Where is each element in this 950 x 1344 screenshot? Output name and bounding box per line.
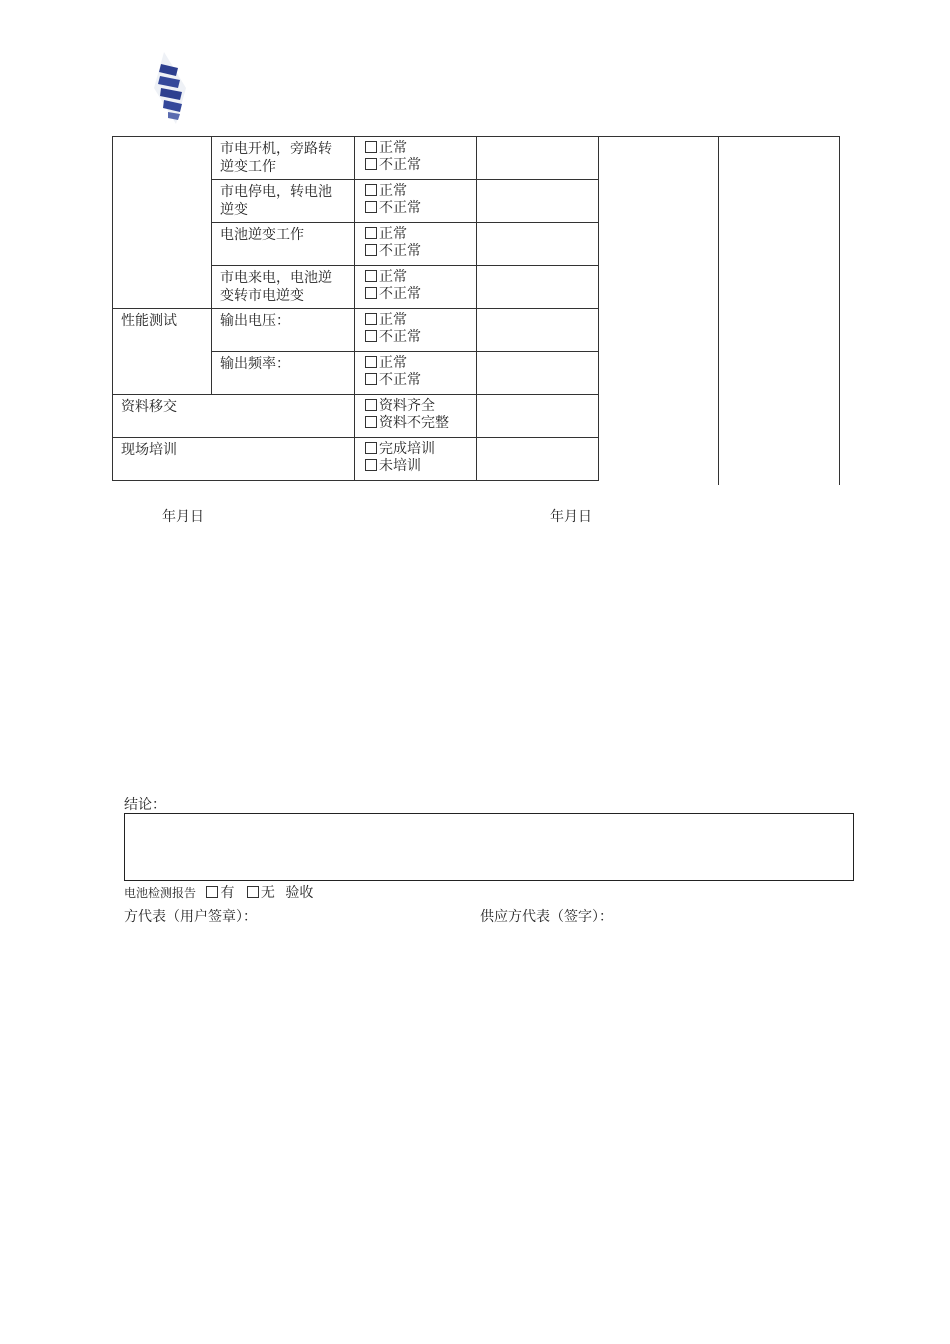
remark-cell: [477, 438, 599, 481]
checkbox-option[interactable]: 正常: [365, 312, 472, 329]
remark-cell: [477, 352, 599, 395]
remark-cell: [477, 223, 599, 266]
checkbox-icon: [365, 442, 377, 454]
checkbox-icon: [247, 886, 259, 898]
checkbox-icon: [206, 886, 218, 898]
category-cell: 资料移交: [113, 395, 355, 438]
company-logo: [150, 48, 198, 128]
remark-cell: [477, 180, 599, 223]
checkbox-icon: [365, 227, 377, 239]
remark-cell: [477, 395, 599, 438]
user-signature-label: 方代表（用户签章）：: [124, 909, 257, 925]
battery-report-label: 电池检测报告: [124, 886, 197, 900]
checkbox-icon: [365, 373, 377, 385]
checkbox-option[interactable]: 正常: [365, 226, 472, 243]
checkbox-option[interactable]: 未培训: [365, 458, 472, 475]
acceptance-label: 验收: [285, 885, 314, 901]
remark-cell: [477, 309, 599, 352]
test-item: 输出电压：: [212, 309, 355, 352]
category-cell: [113, 137, 212, 309]
right-column-1: [597, 136, 719, 485]
checkbox-option[interactable]: 不正常: [365, 243, 472, 260]
commissioning-table: [112, 136, 599, 481]
checkbox-option[interactable]: 不正常: [365, 329, 472, 346]
table-row: [113, 438, 599, 481]
option-cell: [355, 395, 477, 438]
option-cell: [355, 266, 477, 309]
option-cell: [355, 180, 477, 223]
checkbox-option[interactable]: 资料齐全: [365, 398, 472, 415]
checkbox-icon: [365, 399, 377, 411]
checkbox-icon: [365, 356, 377, 368]
test-item: 电池逆变工作: [212, 223, 355, 266]
checkbox-icon: [365, 201, 377, 213]
supplier-signature-label: 供应方代表（签字）：: [480, 909, 613, 925]
checkbox-icon: [365, 416, 377, 428]
test-item: 市电来电，电池逆 变转市电逆变: [212, 266, 355, 309]
date-left: 年月日: [162, 509, 204, 525]
checkbox-icon: [365, 270, 377, 282]
checkbox-option[interactable]: 资料不完整: [365, 415, 472, 432]
option-cell: [355, 223, 477, 266]
checkbox-icon: [365, 158, 377, 170]
checkbox-icon: [365, 141, 377, 153]
conclusion-field[interactable]: [124, 813, 854, 881]
checkbox-option[interactable]: 不正常: [365, 157, 472, 174]
checkbox-option[interactable]: 正常: [365, 183, 472, 200]
test-item: 市电停电，转电池 逆变: [212, 180, 355, 223]
checkbox-option[interactable]: 正常: [365, 355, 472, 372]
option-cell: [355, 309, 477, 352]
checkbox-option[interactable]: 有: [206, 885, 234, 901]
battery-report-line: [124, 882, 313, 902]
right-column-2: [718, 136, 840, 485]
checkbox-icon: [365, 313, 377, 325]
checkbox-icon: [365, 459, 377, 471]
checkbox-option[interactable]: 不正常: [365, 372, 472, 389]
remark-cell: [477, 137, 599, 180]
checkbox-icon: [365, 287, 377, 299]
table-row: [113, 137, 599, 180]
remark-cell: [477, 266, 599, 309]
conclusion-label: 结论：: [124, 797, 166, 813]
checkbox-option[interactable]: 正常: [365, 140, 472, 157]
checkbox-icon: [365, 244, 377, 256]
table-row: [113, 395, 599, 438]
checkbox-option[interactable]: 完成培训: [365, 441, 472, 458]
checkbox-icon: [365, 330, 377, 342]
option-cell: [355, 438, 477, 481]
category-cell: 现场培训: [113, 438, 355, 481]
option-cell: [355, 352, 477, 395]
category-cell: 性能测试: [113, 309, 212, 395]
option-cell: [355, 137, 477, 180]
test-item: 输出频率：: [212, 352, 355, 395]
table-row: [113, 309, 599, 352]
date-right: 年月日: [550, 509, 592, 525]
checkbox-option[interactable]: 不正常: [365, 286, 472, 303]
checkbox-icon: [365, 184, 377, 196]
checkbox-option[interactable]: 不正常: [365, 200, 472, 217]
checkbox-option[interactable]: 无: [247, 885, 275, 901]
test-item: 市电开机，旁路转 逆变工作: [212, 137, 355, 180]
checkbox-option[interactable]: 正常: [365, 269, 472, 286]
